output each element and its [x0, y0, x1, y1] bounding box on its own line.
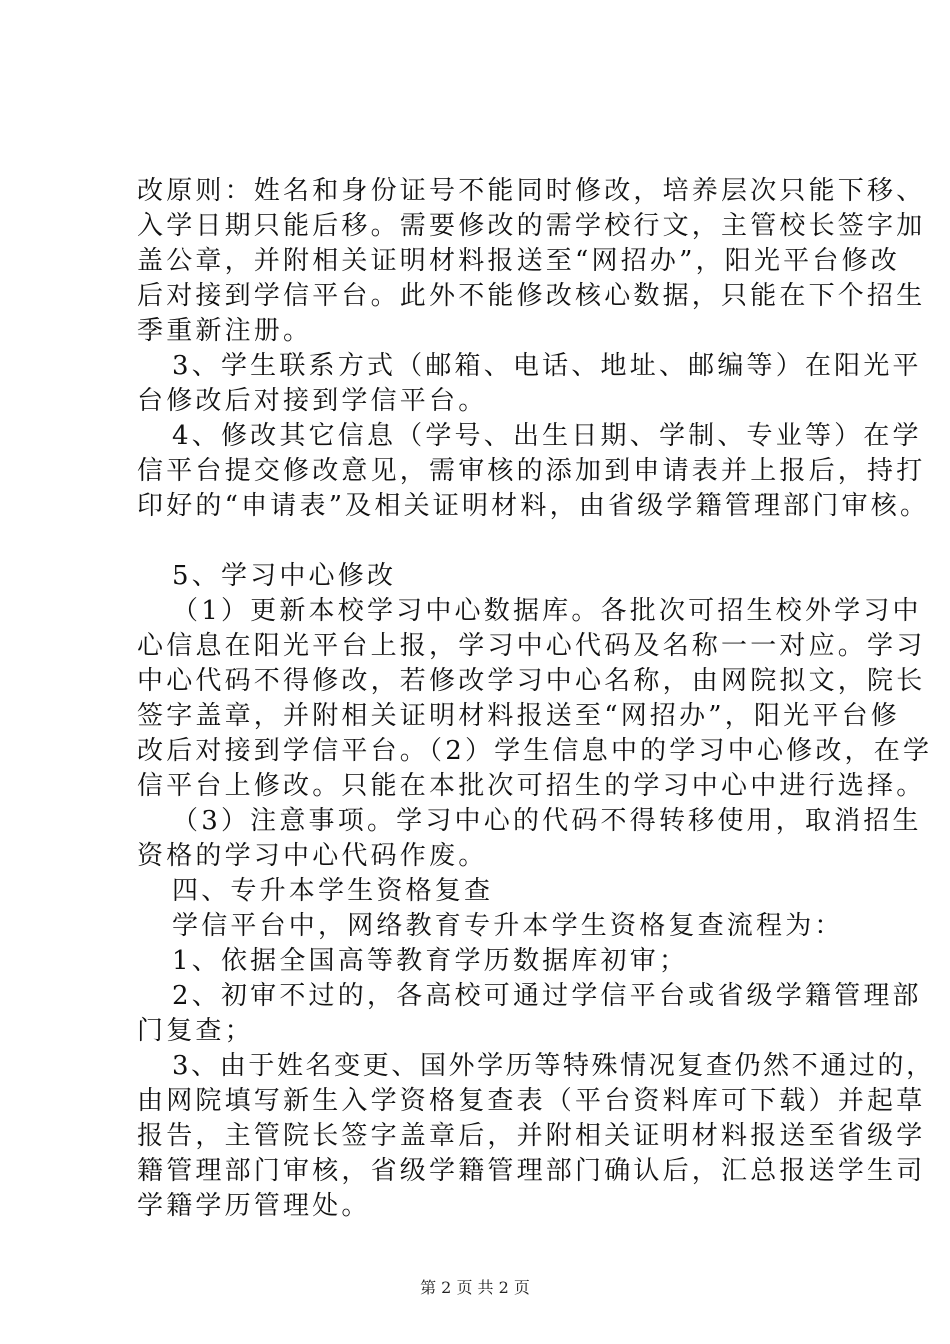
text-line: 后对接到学信平台。此外不能修改核心数据，只能在下个招生 — [137, 281, 926, 311]
section-heading: 5、学习中心修改 — [172, 561, 397, 591]
text-line: 签字盖章，并附相关证明材料报送至“网招办”，阳光平台修 — [137, 701, 900, 731]
text-line: 资格的学习中心代码作废。 — [137, 841, 488, 871]
text-line: 盖公章，并附相关证明材料报送至“网招办”，阳光平台修改 — [137, 246, 900, 276]
text-line: 心信息在阳光平台上报，学习中心代码及名称一一对应。学习 — [137, 631, 926, 661]
text-line: 入学日期只能后移。需要修改的需学校行文，主管校长签字加 — [137, 211, 926, 241]
text-line: 信平台提交修改意见，需审核的添加到申请表并上报后，持打 — [137, 456, 926, 486]
text-line: 台修改后对接到学信平台。 — [137, 386, 488, 416]
text-line: 1、依据全国高等教育学历数据库初审； — [172, 946, 689, 976]
text-line: 报告，主管院长签字盖章后，并附相关证明材料报送至省级学 — [137, 1121, 926, 1151]
text-line: 门复查； — [137, 1016, 254, 1046]
text-line: （3）注意事项。学习中心的代码不得转移使用，取消招生 — [172, 806, 922, 836]
text-line: 印好的“申请表”及相关证明材料，由省级学籍管理部门审核。 — [137, 491, 930, 521]
text-line: 改原则：姓名和身份证号不能同时修改，培养层次只能下移、 — [137, 176, 926, 206]
text-line: 3、学生联系方式（邮箱、电话、地址、邮编等）在阳光平 — [172, 351, 922, 381]
text-line: 学信平台中，网络教育专升本学生资格复查流程为： — [172, 911, 844, 941]
text-line: 中心代码不得修改，若修改学习中心名称，由网院拟文，院长 — [137, 666, 926, 696]
text-line: 3、由于姓名变更、国外学历等特殊情况复查仍然不通过的， — [172, 1051, 935, 1081]
text-line: 4、修改其它信息（学号、出生日期、学制、专业等）在学 — [172, 421, 922, 451]
text-line: 学籍学历管理处。 — [137, 1191, 371, 1221]
text-line: 籍管理部门审核，省级学籍管理部门确认后，汇总报送学生司 — [137, 1156, 926, 1186]
text-line: 信平台上修改。只能在本批次可招生的学习中心中进行选择。 — [137, 771, 926, 801]
text-line: （1）更新本校学习中心数据库。各批次可招生校外学习中 — [172, 596, 922, 626]
text-line: 由网院填写新生入学资格复查表（平台资料库可下载）并起草 — [137, 1086, 926, 1116]
text-line: 季重新注册。 — [137, 316, 313, 346]
page-number: 第 2 页 共 2 页 — [420, 1278, 530, 1297]
text-line: 2、初审不过的，各高校可通过学信平台或省级学籍管理部 — [172, 981, 922, 1011]
text-line: 改后对接到学信平台。（2）学生信息中的学习中心修改，在学 — [137, 736, 933, 766]
section-heading: 四、专升本学生资格复查 — [172, 876, 494, 906]
